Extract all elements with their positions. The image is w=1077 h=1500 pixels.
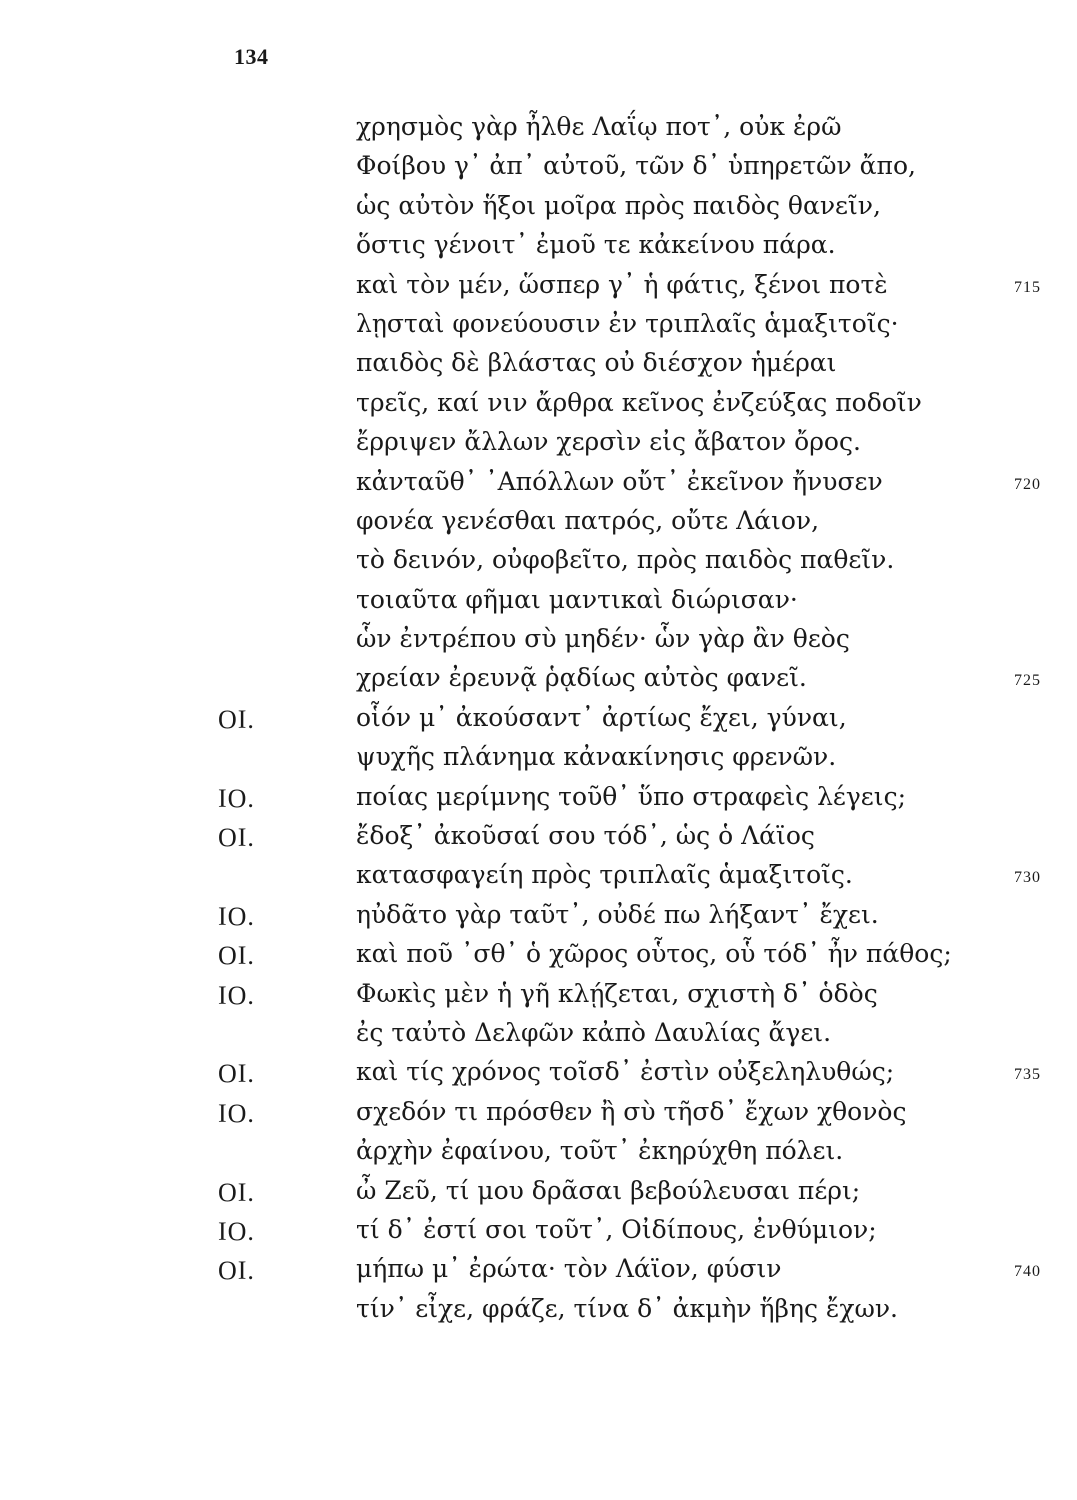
verse-text: κἀνταῦθ᾽ ᾽Απόλλων οὔτ᾽ ἐκεῖνον ἤνυσεν	[356, 466, 883, 496]
speaker-label: ΙΟ.	[218, 1098, 255, 1128]
verse-line	[0, 1136, 1077, 1175]
verse-line	[0, 1254, 1077, 1293]
verse-line	[0, 112, 1077, 151]
verse-text: Φοίβου γ᾽ ἀπ᾽ αὐτοῦ, τῶν δ᾽ ὑπηρετῶν ἄπο,	[356, 151, 916, 181]
speaker-label: ΙΟ.	[218, 783, 255, 813]
verse-text: ὧν ἐντρέπου σὺ μηδέν· ὧν γὰρ ἂν θεὸς	[356, 624, 850, 654]
verse-line	[0, 191, 1077, 230]
line-number: 740	[1014, 1263, 1041, 1281]
verse-text: φονέα γενέσθαι πατρός, οὔτε Λάιον,	[356, 505, 820, 535]
verse-text: σχεδόν τι πρόσθεν ἢ σὺ τῆσδ᾽ ἔχων χθονὸς	[356, 1096, 907, 1126]
verse-text: τίν᾽ εἶχε, φράζε, τίνα δ᾽ ἀκμὴν ἥβης ἔχων.	[356, 1293, 898, 1323]
verse-line	[0, 309, 1077, 348]
verse-text: λῃσταὶ φονεύουσιν ἐν τριπλαῖς ἁμαξιτοῖς·	[356, 308, 899, 338]
verse-line	[0, 467, 1077, 506]
verse-line	[0, 663, 1077, 702]
verse-line	[0, 151, 1077, 190]
verse-line	[0, 1018, 1077, 1057]
verse-text: ὡς αὐτὸν ἥξοι μοῖρα πρὸς παιδὸς θανεῖν,	[356, 190, 881, 220]
verse-block	[0, 112, 1077, 1333]
verse-line	[0, 1097, 1077, 1136]
verse-line	[0, 270, 1077, 309]
verse-line	[0, 348, 1077, 387]
verse-text: χρησμὸς γὰρ ἦλθε Λαΐῳ ποτ᾽, οὐκ ἐρῶ	[356, 112, 842, 141]
verse-text: τοιαῦτα φῆμαι μαντικαὶ διώρισαν·	[356, 584, 798, 614]
speaker-label: ΙΟ.	[218, 980, 255, 1010]
speaker-label: ΙΟ.	[218, 1216, 255, 1246]
verse-text: ποίας μερίμνης τοῦθ᾽ ὕπο στραφεὶς λέγεις;	[356, 781, 906, 811]
verse-text: καὶ τὸν μέν, ὥσπερ γ᾽ ἡ φάτις, ξένοι ποτὲ	[356, 269, 888, 299]
verse-text: τὸ δεινόν, οὐφοβεῖτο, πρὸς παιδὸς παθεῖν.	[356, 545, 895, 575]
verse-line	[0, 624, 1077, 663]
verse-line	[0, 545, 1077, 584]
verse-line	[0, 1215, 1077, 1254]
line-number: 715	[1014, 278, 1041, 296]
verse-text: ηὐδᾶτο γὰρ ταῦτ᾽, οὐδέ πω λήξαντ᾽ ἔχει.	[356, 899, 879, 929]
verse-text: μήπω μ᾽ ἐρώτα· τὸν Λάϊον, φύσιν	[356, 1254, 782, 1284]
speaker-label: ΟΙ.	[218, 823, 255, 853]
verse-text: Φωκὶς μὲν ἡ γῆ κλῄζεται, σχιστὴ δ᾽ ὁδὸς	[356, 978, 878, 1008]
verse-text: ἀρχὴν ἐφαίνου, τοῦτ᾽ ἐκηρύχθη πόλει.	[356, 1136, 844, 1166]
speaker-label: ΟΙ.	[218, 704, 255, 734]
verse-line	[0, 742, 1077, 781]
verse-line	[0, 427, 1077, 466]
verse-line	[0, 900, 1077, 939]
verse-line	[0, 979, 1077, 1018]
verse-text: οἷόν μ᾽ ἀκούσαντ᾽ ἀρτίως ἔχει, γύναι,	[356, 702, 847, 732]
line-number: 725	[1014, 672, 1041, 690]
verse-line	[0, 703, 1077, 742]
verse-text: ὅστις γένοιτ᾽ ἐμοῦ τε κἀκείνου πάρα.	[356, 230, 836, 260]
verse-line	[0, 230, 1077, 269]
verse-text: τί δ᾽ ἐστί σοι τοῦτ᾽, Οἰδίπους, ἐνθύμιον;	[356, 1214, 877, 1244]
speaker-label: ΟΙ.	[218, 941, 255, 971]
verse-line	[0, 939, 1077, 978]
verse-text: ἔδοξ᾽ ἀκοῦσαί σου τόδ᾽, ὡς ὁ Λάϊος	[356, 821, 815, 851]
verse-line	[0, 782, 1077, 821]
verse-text: χρείαν ἐρευνᾷ ῥᾳδίως αὐτὸς φανεῖ.	[356, 663, 807, 693]
verse-text: καὶ τίς χρόνος τοῖσδ᾽ ἐστὶν οὐξεληλυθώς;	[356, 1057, 895, 1087]
verse-line	[0, 388, 1077, 427]
verse-text: ἔρριψεν ἄλλων χερσὶν εἰς ἄβατον ὄρος.	[356, 427, 861, 457]
verse-line	[0, 1057, 1077, 1096]
verse-text: ὦ Ζεῦ, τί μου δρᾶσαι βεβούλευσαι πέρι;	[356, 1175, 861, 1205]
verse-text: κατασφαγείη πρὸς τριπλαῖς ἁμαξιτοῖς.	[356, 860, 853, 890]
speaker-label: ΙΟ.	[218, 901, 255, 931]
verse-line	[0, 860, 1077, 899]
line-number: 735	[1014, 1066, 1041, 1084]
verse-text: τρεῖς, καί νιν ἄρθρα κεῖνος ἐνζεύξας ποδοῖν	[356, 387, 922, 417]
verse-text: παιδὸς δὲ βλάστας οὐ διέσχον ἡμέραι	[356, 348, 837, 378]
verse-line	[0, 585, 1077, 624]
verse-text: ἐς ταὐτὸ Δελφῶν κἀπὸ Δαυλίας ἄγει.	[356, 1017, 832, 1047]
verse-line	[0, 506, 1077, 545]
verse-text: ψυχῆς πλάνημα κἀνακίνησις φρενῶν.	[356, 742, 837, 772]
verse-line	[0, 1176, 1077, 1215]
line-number: 730	[1014, 869, 1041, 887]
page-number: 134	[234, 44, 269, 69]
speaker-label: ΟΙ.	[218, 1059, 255, 1089]
line-number: 720	[1014, 475, 1041, 493]
verse-text: καὶ ποῦ ᾽σθ᾽ ὁ χῶρος οὗτος, οὗ τόδ᾽ ἦν πάθος;	[356, 939, 952, 969]
verse-line	[0, 821, 1077, 860]
speaker-label: ΟΙ.	[218, 1256, 255, 1286]
verse-line	[0, 1294, 1077, 1333]
speaker-label: ΟΙ.	[218, 1177, 255, 1207]
